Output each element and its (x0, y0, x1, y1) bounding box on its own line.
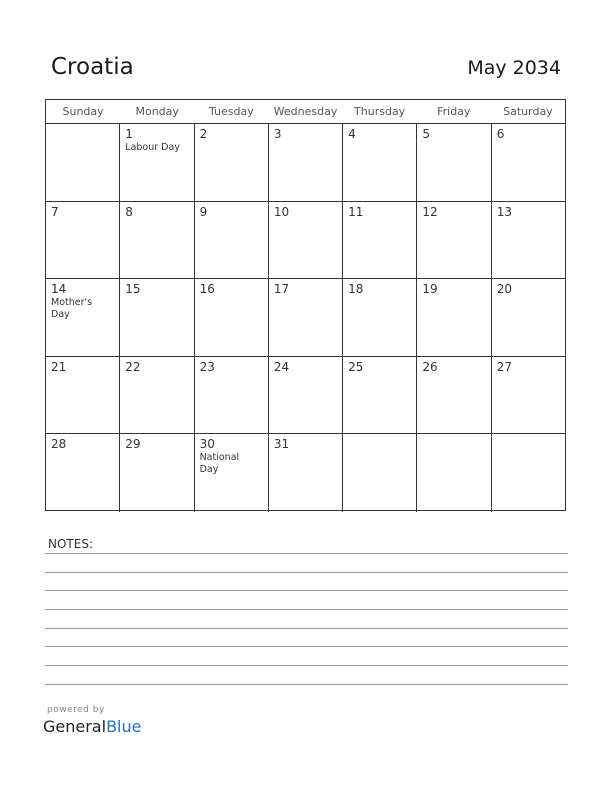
day-cell (269, 202, 343, 279)
day-number: 17 (273, 282, 290, 297)
day-number: 28 (51, 437, 67, 452)
holiday-label: Mother's Day (51, 297, 93, 321)
day-number: 31 (273, 437, 290, 452)
brand-general-text: General (43, 717, 107, 736)
powered-by-text: powered by (47, 705, 105, 715)
day-cell (343, 434, 417, 512)
notes-line (45, 609, 568, 610)
day-number: 11 (348, 204, 364, 219)
day-number: 14 (51, 282, 67, 297)
day-cell (46, 357, 120, 434)
day-number: 18 (348, 282, 364, 297)
day-number: 13 (496, 204, 512, 219)
day-cell (46, 434, 120, 512)
day-cell (120, 434, 194, 512)
notes-line (45, 665, 568, 666)
day-cell (195, 124, 269, 201)
notes-line (45, 590, 568, 591)
weekday-wednesday: Wednesday (273, 105, 338, 118)
country-title: Croatia (51, 54, 134, 80)
day-number: 25 (348, 359, 364, 374)
weekday-thursday: Thursday (354, 105, 406, 118)
day-cell (120, 357, 194, 434)
day-number: 1 (125, 127, 133, 141)
notes-line (45, 684, 568, 685)
day-number: 27 (496, 359, 512, 374)
day-number: 12 (422, 204, 438, 219)
day-cell (417, 124, 491, 201)
week-row (46, 357, 565, 435)
calendar-grid (45, 99, 566, 511)
day-number: 15 (125, 282, 141, 297)
day-cell (492, 124, 565, 201)
weekday-saturday: Saturday (503, 105, 553, 118)
day-number: 22 (125, 359, 141, 374)
week-row (46, 434, 565, 512)
day-cell (269, 357, 343, 434)
day-number: 24 (273, 359, 290, 374)
day-cell (120, 202, 194, 279)
weekday-tuesday: Tuesday (208, 105, 254, 118)
day-cell (417, 279, 491, 356)
notes-line (45, 553, 568, 554)
holiday-label: National Day (199, 452, 240, 476)
day-cell (492, 357, 565, 434)
day-cell (343, 124, 417, 201)
day-cell (417, 357, 491, 434)
day-cell (120, 124, 194, 201)
notes-line (45, 572, 568, 573)
day-number: 2 (199, 127, 208, 141)
day-cell (46, 124, 120, 201)
day-number: 8 (125, 204, 133, 219)
day-number: 4 (348, 127, 356, 141)
day-cell (492, 279, 565, 356)
day-cell (195, 279, 269, 356)
month-title: May 2034 (467, 57, 561, 79)
day-number: 20 (496, 282, 512, 297)
notes-line (45, 646, 568, 647)
day-cell (343, 279, 417, 356)
day-cell (195, 202, 269, 279)
day-number: 16 (199, 282, 215, 297)
day-cell (46, 279, 120, 356)
weekday-sunday: Sunday (62, 105, 104, 118)
week-row (46, 279, 565, 357)
day-cell (492, 434, 565, 512)
day-number: 9 (199, 204, 208, 219)
day-cell (417, 202, 491, 279)
day-number: 23 (199, 359, 215, 374)
day-number: 29 (125, 437, 141, 452)
day-cell (492, 202, 565, 279)
day-cell (269, 124, 343, 201)
brand-blue-text: Blue (106, 717, 142, 736)
day-number: 5 (422, 127, 431, 141)
holiday-label: Labour Day (125, 142, 180, 153)
day-cell (46, 202, 120, 279)
day-cell (343, 357, 417, 434)
week-row (46, 124, 565, 202)
day-cell (269, 434, 343, 512)
day-number: 7 (51, 204, 59, 219)
day-number: 10 (273, 204, 290, 219)
notes-line (45, 628, 568, 629)
day-number: 3 (273, 127, 282, 141)
brand-logo (43, 717, 141, 736)
day-number: 21 (51, 359, 67, 374)
day-cell (343, 202, 417, 279)
day-cell (417, 434, 491, 512)
notes-label: NOTES: (48, 537, 93, 551)
day-number: 19 (422, 282, 438, 297)
day-cell (269, 279, 343, 356)
day-cell (195, 434, 269, 512)
day-number: 26 (422, 359, 438, 374)
week-row (46, 202, 565, 280)
weekday-header-row (46, 100, 565, 124)
day-cell (195, 357, 269, 434)
weekday-friday: Friday (437, 105, 471, 118)
day-number: 6 (496, 127, 505, 141)
day-number: 30 (199, 437, 215, 452)
day-cell (120, 279, 194, 356)
weekday-monday: Monday (135, 105, 179, 118)
